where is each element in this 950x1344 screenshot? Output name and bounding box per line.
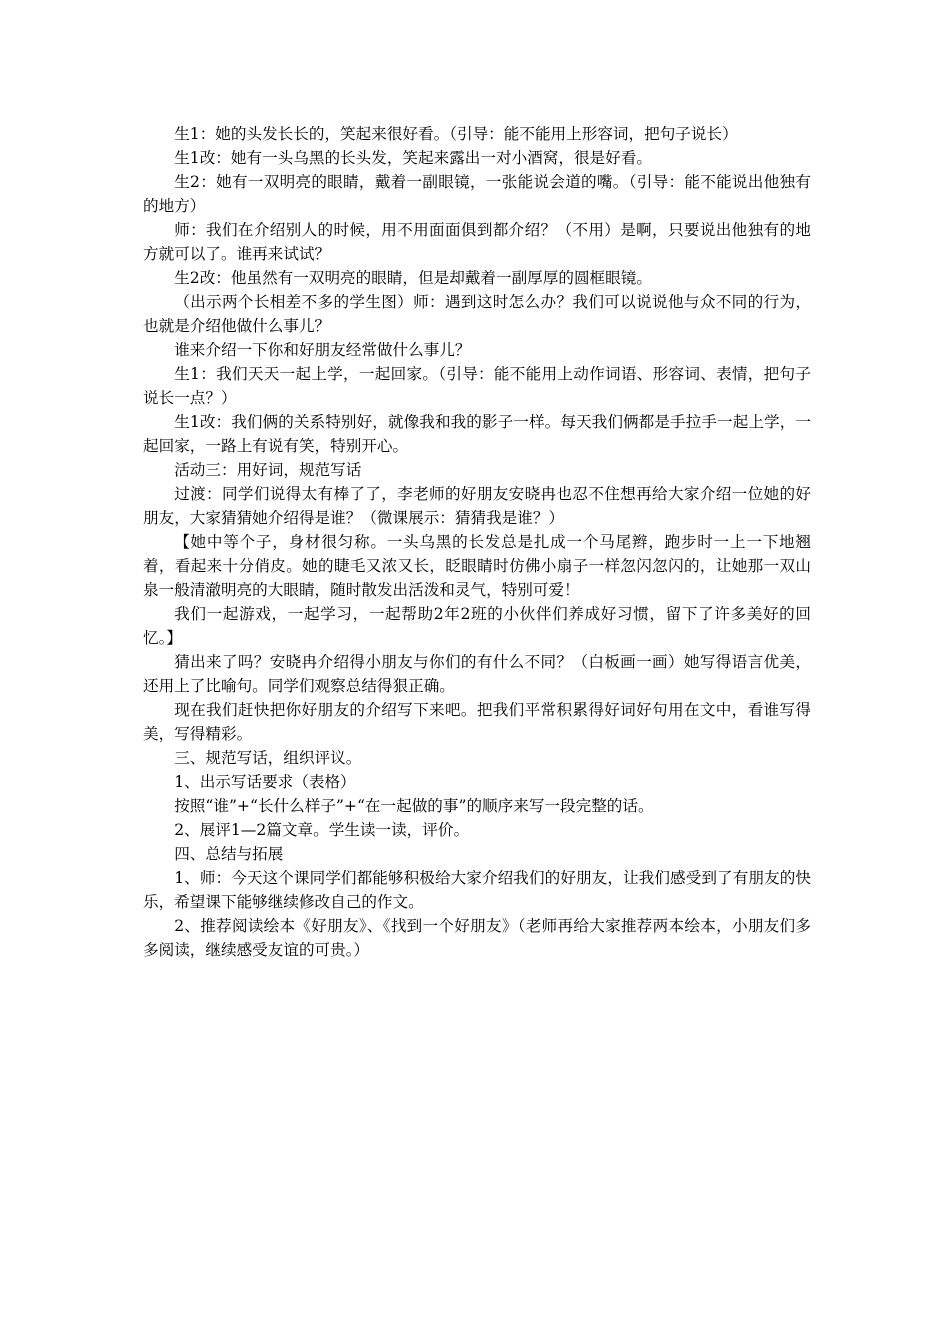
paragraph: 生1：她的头发长长的，笑起来很好看。（引导：能不能用上形容词，把句子说长） <box>174 125 738 143</box>
paragraph: 过渡：同学们说得太有棒了了，李老师的好朋友安晓冉也忍不住想再给大家介绍一位她的好朋友，大家猜猜她介绍得是谁？（微课展示：猜猜我是谁？） <box>143 485 811 527</box>
paragraph: （出示两个长相差不多的学生图）师：遇到这时怎么办？我们可以说说他与众不同的行为，也就是介绍他做什么事儿？ <box>143 293 811 335</box>
section-heading: 四、总结与拓展 <box>174 845 284 863</box>
section-heading: 活动三：用好词，规范写话 <box>174 461 362 479</box>
list-item: 1、出示写话要求（表格） <box>174 773 356 791</box>
paragraph: 生1改：她有一头乌黑的长头发，笑起来露出一对小酒窝，很是好看。 <box>174 149 652 167</box>
paragraph: 生1：我们天天一起上学，一起回家。（引导：能不能用上动作词语、形容词、表情，把句子说长一点？） <box>143 365 811 407</box>
list-item: 2、展评1—2篇文章。学生读一读，评价。 <box>174 821 470 839</box>
paragraph: 师：我们在介绍别人的时候，用不用面面俱到都介绍？（不用）是啊，只要说出他独有的地方就可以了。谁再来试试？ <box>143 221 811 263</box>
paragraph: 生1改：我们俩的关系特别好，就像我和我的影子一样。每天我们俩都是手拉手一起上学，一起回家，一路上有说有笑，特别开心。 <box>143 413 811 455</box>
document-body <box>143 122 811 962</box>
paragraph: 生2改：他虽然有一双明亮的眼睛，但是却戴着一副厚厚的圆框眼镜。 <box>174 269 652 287</box>
paragraph: 生2：她有一双明亮的眼睛，戴着一副眼镜，一张能说会道的嘴。（引导：能不能说出他独有的地方） <box>143 173 811 215</box>
quoted-passage: 【她中等个子，身材很匀称。一头乌黑的长发总是扎成一个马尾辫，跑步时一上一下地翘着，看起来十分俏皮。她的睫毛又浓又长，眨眼睛时仿佛小扇子一样忽闪忽闪的，让她那一双山泉一般清澈明亮的大眼睛，随时散发出活泼和灵气，特别可爱！ <box>143 533 811 599</box>
paragraph: 按照“谁”+“长什么样子”+“在一起做的事”的顺序来写一段完整的话。 <box>174 797 654 815</box>
section-heading: 三、规范写话，组织评议。 <box>174 749 362 767</box>
paragraph: 猜出来了吗？安晓冉介绍得小朋友与你们的有什么不同？（白板画一画）她写得语言优美，还用上了比喻句。同学们观察总结得狠正确。 <box>143 653 811 695</box>
paragraph: 谁来介绍一下你和好朋友经常做什么事儿？ <box>174 341 471 359</box>
list-item: 1、师：今天这个课同学们都能够积极给大家介绍我们的好朋友，让我们感受到了有朋友的快乐，希望课下能够继续修改自己的作文。 <box>143 869 811 911</box>
quoted-passage: 我们一起游戏，一起学习，一起帮助2年2班的小伙伴们养成好习惯，留下了许多美好的回忆。】 <box>143 605 811 647</box>
list-item: 2、推荐阅读绘本《好朋友》、《找到一个好朋友》（老师再给大家推荐两本绘本，小朋友们多多阅读，继续感受友谊的可贵。） <box>143 917 811 959</box>
paragraph: 现在我们赶快把你好朋友的介绍写下来吧。把我们平常积累得好词好句用在文中，看谁写得美，写得精彩。 <box>143 701 811 743</box>
